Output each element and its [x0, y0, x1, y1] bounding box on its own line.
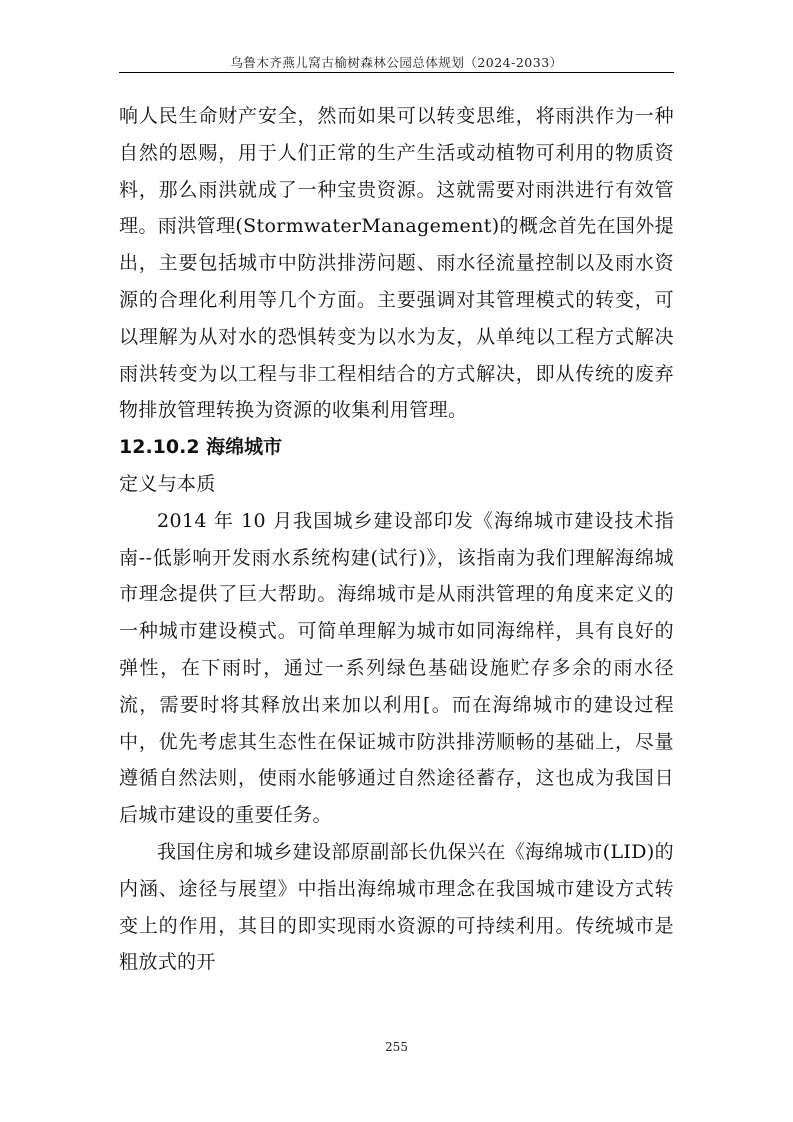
paragraph-sponge-city-role: 我国住房和城乡建设部原副部长仇保兴在《海绵城市(LID)的内涵、途径与展望》中指出海绵城市理念在我国城市建设方式转变上的作用，其目的即实现雨水资源的可持续利用。传统城市是粗放式的开: [119, 840, 674, 974]
subheading-definition: 定义与本质: [119, 472, 216, 495]
page-body: [119, 98, 674, 981]
header-divider: [119, 72, 674, 73]
paragraph-stormwater-management: 响人民生命财产安全，然而如果可以转变思维，将雨洪作为一种自然的恩赐，用于人们正常的生产生活或动植物可利用的物质资料，那么雨洪就成了一种宝贵资源。这就需要对雨洪进行有效管理。雨洪管理(StormwaterManagement)的概念首先在国外提出，主要包括城市中防洪排涝问题、雨水径流量控制以及雨水资源的合理化利用等几个方面。主要强调对其管理模式的转变，可以理解为从对水的恐惧转变为以水为友，从单纯以工程方式解决雨洪转变为以工程与非工程相结合的方式解决，即从传统的废弃物排放管理转换为资源的收集利用管理。: [119, 105, 674, 422]
section-heading: 12.10.2 海绵城市: [119, 436, 283, 459]
page-number: 255: [385, 1040, 408, 1054]
paragraph-sponge-city-definition: 2014 年 10 月我国城乡建设部印发《海绵城市建设技术指南--低影响开发雨水系统构建(试行)》，该指南为我们理解海绵城市理念提供了巨大帮助。海绵城市是从雨洪管理的角度来定义的一种城市建设模式。可简单理解为城市如同海绵样，具有良好的弹性，在下雨时，通过一系列绿色基础设施贮存多余的雨水径流，需要时将其释放出来加以利用[。而在海绵城市的建设过程中，优先考虑其生态性在保证城市防洪排涝顺畅的基础上，尽量遵循自然法则，使雨水能够通过自然途径蓄存，这也成为我国日后城市建设的重要任务。: [119, 509, 674, 827]
running-header: 乌鲁木齐燕儿窝古榆树森林公园总体规划（2024-2033）: [230, 55, 563, 70]
